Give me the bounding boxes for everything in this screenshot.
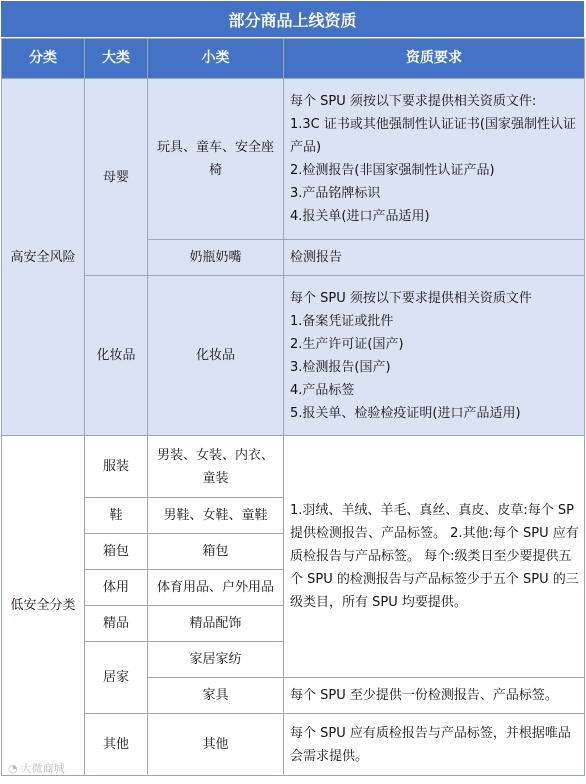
req-line: 1.3C 证书或其他强制性认证证书(国家强制性认证产品) xyxy=(290,117,576,155)
major-cosmetics: 化妆品 xyxy=(85,276,148,436)
watermark xyxy=(8,760,65,776)
category-high-risk: 高安全风险 xyxy=(2,79,85,436)
req-line: 每个 SPU 须按以下要求提供相关资质文件 xyxy=(290,290,532,306)
major-home: 居家 xyxy=(85,642,148,714)
watermark-text: 大微商城 xyxy=(20,762,65,775)
requirement-cosmetics xyxy=(284,276,585,436)
minor-cosmetics: 化妆品 xyxy=(148,276,284,436)
minor-clothing: 男装、女装、内衣、童装 xyxy=(148,436,284,498)
header-major: 大类 xyxy=(85,39,148,79)
req-line: 2.生产许可证(国产) xyxy=(290,336,404,352)
minor-bottle: 奶瓶奶嘴 xyxy=(148,240,284,276)
req-line: 5.报关单、检验检疫证明(进口产品适用) xyxy=(290,405,521,421)
req-line: 2.检测报告(非国家强制性认证产品) xyxy=(290,163,495,178)
major-sports: 体用 xyxy=(85,570,148,606)
requirement-bottle: 检测报告 xyxy=(284,240,585,276)
req-line: 每个 SPU 须按以下要求提供相关资质文件: xyxy=(290,94,537,109)
minor-bags: 箱包 xyxy=(148,534,284,570)
major-other: 其他 xyxy=(85,714,148,776)
req-line: 1.备案凭证或批件 xyxy=(290,313,394,329)
category-low-risk: 低安全分类 xyxy=(2,436,85,776)
req-line: 3.产品铭牌标识 xyxy=(290,186,381,201)
qualification-table xyxy=(1,38,585,776)
requirement-shared: 1.羽绒、羊绒、羊毛、真丝、真皮、皮草:每个 SP 提供检测报告、产品标签。 2.其他:每个 SPU 应有质检报告与产品标签。 每个:级类日至少要提供五个 SPU 的检测报告与产品标签少于五个 SPU 的三级类目，所有 SPU 均要提供。 xyxy=(284,436,585,678)
major-clothing: 服装 xyxy=(85,436,148,498)
minor-sports: 体育用品、户外用品 xyxy=(148,570,284,606)
major-bags: 箱包 xyxy=(85,534,148,570)
weibo-icon: ◔ xyxy=(8,761,18,775)
major-jewelry: 精品 xyxy=(85,606,148,642)
minor-other: 其他 xyxy=(148,714,284,776)
minor-furniture: 家具 xyxy=(148,678,284,714)
minor-home-textile: 家居家纺 xyxy=(148,642,284,678)
header-category: 分类 xyxy=(2,39,85,79)
requirement-toys xyxy=(284,79,585,240)
minor-jewelry: 精品配饰 xyxy=(148,606,284,642)
req-line: 4.报关单(进口产品适用) xyxy=(290,209,430,224)
header-minor: 小类 xyxy=(148,39,284,79)
minor-toys: 玩具、童车、安全座椅 xyxy=(148,79,284,240)
requirement-other: 每个 SPU 应有质检报告与产品标签，并根据唯品会需求提供。 xyxy=(284,714,585,776)
major-shoes: 鞋 xyxy=(85,498,148,534)
req-line: 3.检测报告(国产) xyxy=(290,359,391,375)
header-requirement: 资质要求 xyxy=(284,39,585,79)
major-muying: 母婴 xyxy=(85,79,148,276)
table-title: 部分商品上线资质 xyxy=(1,1,584,37)
req-line: 4.产品标签 xyxy=(290,382,355,398)
requirement-furniture: 每个 SPU 至少提供一份检测报告、产品标签。 xyxy=(284,678,585,714)
minor-shoes: 男鞋、女鞋、童鞋 xyxy=(148,498,284,534)
